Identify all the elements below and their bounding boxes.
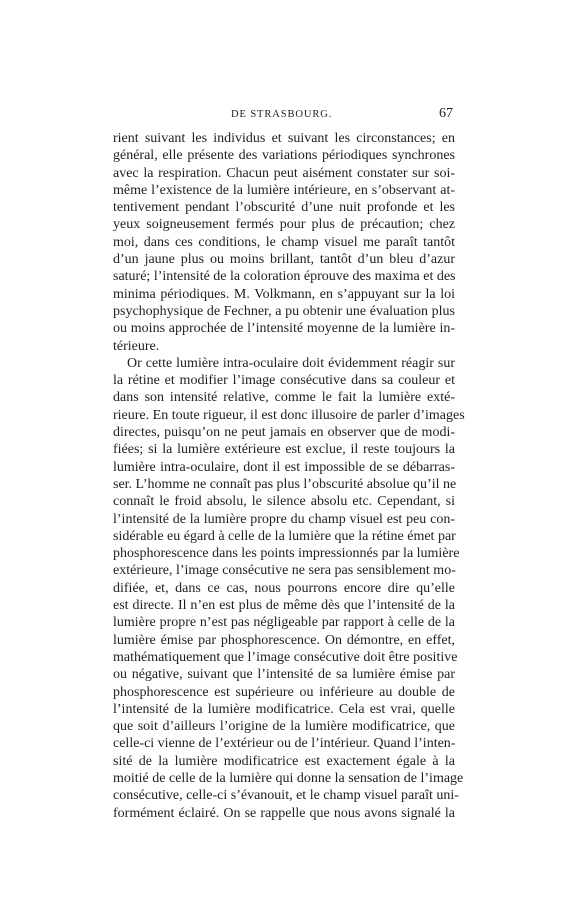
text-line: l’intensité de la lumière modificatrice. Cela est vrai, quelle	[113, 701, 455, 717]
text-line: phosphorescence dans les points impressionnés par la lumière	[113, 546, 460, 562]
text-line: général, elle présente des variations périodiques synchrones	[113, 148, 455, 164]
text-line: d’un jaune plus ou moins brillant, tantôt d’un bleu d’azur	[113, 252, 455, 268]
text-line: avec la respiration. Chacun peut aisément constater sur soi-	[113, 165, 455, 181]
text-line: que soit d’ailleurs l’origine de la lumière modificatrice, que	[113, 719, 455, 735]
running-title: DE STRASBOURG.	[231, 109, 333, 120]
page-number: 67	[439, 106, 453, 121]
text-line: consécutive, celle-ci s’évanouit, et le champ visuel paraît uni-	[113, 788, 459, 804]
text-line: rieure. En toute rigueur, il est donc illusoire de parler d’images	[113, 407, 465, 423]
running-head	[113, 106, 453, 126]
text-line: ser. L’homme ne connaît pas plus l’obscurité absolue qu’il ne	[113, 476, 457, 492]
text-line: moi, dans ces conditions, le champ visuel me paraît tantôt	[113, 234, 455, 250]
text-line: directes, puisqu’on ne peut jamais en observer que de modi-	[113, 425, 455, 441]
text-line: est directe. Il n’en est plus de même dès que l’intensité de la	[113, 598, 455, 614]
text-line: rient suivant les individus et suivant les circonstances; en	[113, 131, 455, 146]
text-line: lumière émise par phosphorescence. On démontre, en effet,	[113, 632, 455, 648]
text-line: connaît le froid absolu, le silence absolu etc. Cependant, si	[113, 494, 455, 510]
text-line: ou négative, suivant que l’intensité de sa lumière émise par	[113, 667, 455, 683]
text-line: même l’existence de la lumière intérieure, en s’observant at-	[113, 182, 455, 198]
text-line: térieure.	[113, 338, 160, 354]
text-line: celle-ci vienne de l’extérieur ou de l’intérieur. Quand l’inten-	[113, 736, 456, 752]
text-line: phosphorescence est supérieure ou inférieure au double de	[113, 684, 455, 700]
text-line: l’intensité de la lumière propre du champ visuel est peu con-	[113, 511, 455, 527]
text-line: psychophysique de Fechner, a pu obtenir une évaluation plus	[113, 303, 455, 319]
text-line: dans son intensité relative, comme le fait la lumière exté-	[113, 390, 455, 406]
text-line: minima périodiques. M. Volkmann, en s’appuyant sur la loi	[113, 286, 455, 302]
text-line: yeux soigneusement fermés pour plus de précaution; chez	[113, 217, 455, 233]
text-line: Or cette lumière intra-oculaire doit évidemment réagir sur	[127, 355, 455, 371]
text-line: extérieure, l’image consécutive ne sera pas sensiblement mo-	[113, 563, 456, 579]
text-line: saturé; l’intensité de la coloration éprouve des maxima et des	[113, 269, 456, 285]
text-line: formément éclairé. On se rappelle que nous avons signalé la	[113, 805, 455, 821]
text-line: moitié de celle de la lumière qui donne la sensation de l’image	[113, 770, 464, 786]
text-line: fiées; si la lumière extérieure est exclue, il reste toujours la	[113, 442, 455, 458]
text-line: difiée, et, dans ce cas, nous pourrons encore dire qu’elle	[113, 580, 455, 596]
text-line: la rétine et modifier l’image consécutive dans sa couleur et	[113, 373, 455, 389]
text-line: tentivement pendant l’obscurité d’une nuit profonde et les	[113, 200, 455, 216]
text-line: ou moins approchée de l’intensité moyenne de la lumière in-	[113, 321, 455, 337]
text-line: mathématiquement que l’image consécutive doit être positive	[113, 649, 458, 665]
text-line: lumière intra-oculaire, dont il est impossible de se débarras-	[113, 459, 455, 475]
text-line: lumière propre n’est pas négligeable par rapport à celle de la	[113, 615, 455, 631]
text-line: sité de la lumière modificatrice est exactement égale à la	[113, 753, 455, 769]
body-text	[113, 130, 465, 822]
text-line: sidérable eu égard à celle de la lumière que la rétine émet par	[113, 528, 456, 544]
